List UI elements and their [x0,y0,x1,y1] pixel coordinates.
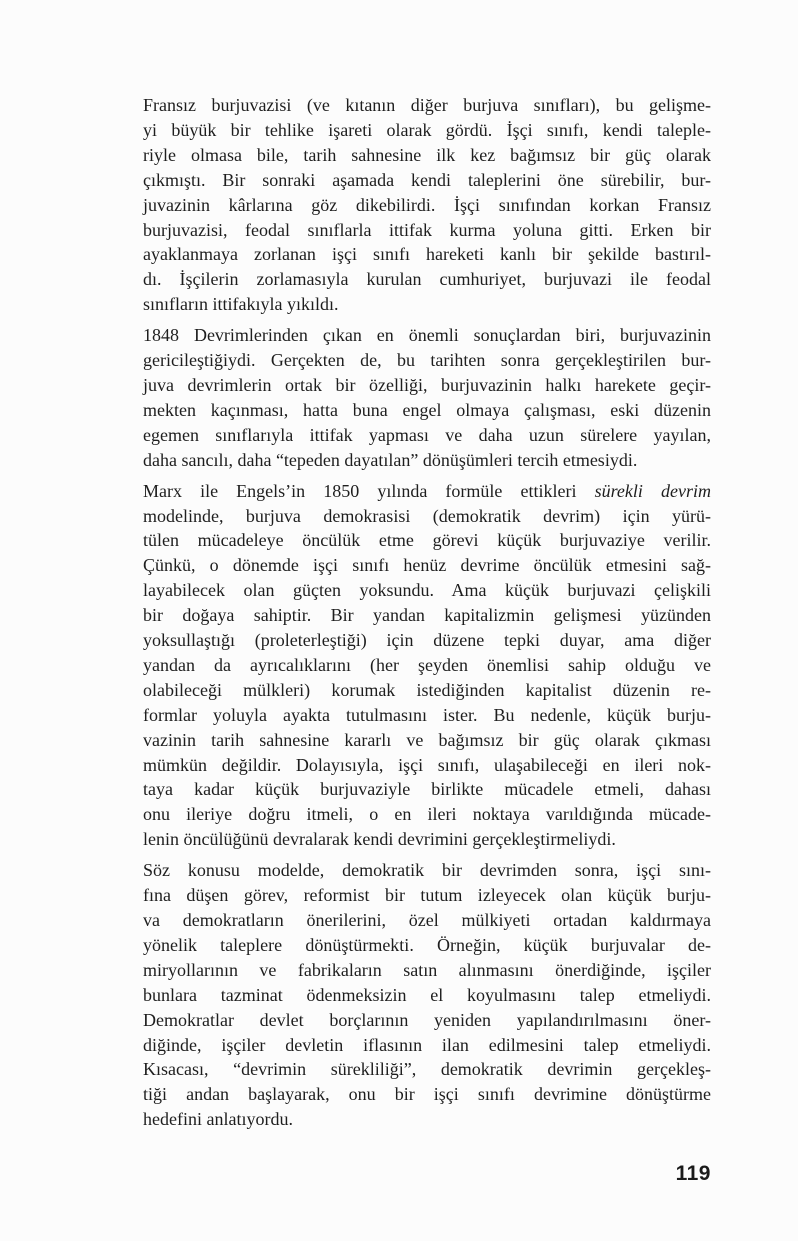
body-text: egemen sınıflarıyla ittifak yapması ve daha uzun sürelere yayılan, [143,424,711,445]
text-line [143,678,711,703]
page-number: 119 [675,1162,711,1185]
body-text: sınıfların ittifakıyla yıkıldı. [143,294,339,315]
body-text: Fransız burjuvazisi (ve kıtanın diğer burjuva sınıfları), bu gelişme- [143,95,711,115]
body-text: 1848 Devrimlerinden çıkan en önemli sonuçlardan biri, burjuvazinin [143,325,711,346]
text-line [143,1008,711,1033]
body-text: diğinde, işçiler devletin iflasının ilan edilmesini talep etmeliydi. [143,1034,711,1055]
text-line [143,242,711,267]
text-line [143,553,711,578]
body-text: riyle olmasa bile, tarih sahnesine ilk kez bağımsız bir güç olarak [143,144,711,165]
text-line [143,423,711,448]
text-line [143,958,711,983]
text-line [143,802,711,827]
text-line [143,858,711,883]
body-text: ayaklanmaya zorlanan işçi sınıfı hareketi kanlı bir şekilde bastırıl- [143,244,711,265]
body-text: va demokratların önerilerini, özel mülkiyeti ortadan kaldırmaya [143,910,711,930]
text-line [143,143,711,168]
text-line [143,398,711,423]
text-line [143,1057,711,1082]
body-text: olabileceği mülkleri) korumak istediğinden kapitalist düzenin re- [143,679,711,700]
body-text: dı. İşçilerin zorlamasıyla kurulan cumhuriyet, burjuvazi ile feodal [143,269,711,290]
body-text: bunlara tazminat ödenmeksizin el koyulmasını talep etmeliydi. [143,984,711,1005]
body-text: formlar yoluyla ayakta tutulmasını ister. Bu nedenle, küçük burju- [143,704,711,725]
body-text: daha sancılı, daha “tepeden dayatılan” dönüşümleri tercih etmesiydi. [143,449,638,470]
body-text: Kısacası, “devrimin sürekliliği”, demokratik devrimin gerçekleş- [143,1059,711,1080]
text-line [143,983,711,1008]
body-text: Demokratlar devlet borçlarının yeniden yapılandırılmasını öner- [143,1009,711,1030]
body-text: mekten kaçınması, hatta buna engel olmaya çalışması, eski düzenin [143,399,711,420]
body-text: Marx ile Engels’in 1850 yılında formüle ettikleri [143,480,595,501]
body-text: tülen mücadeleye öncülük etme görevi küçük burjuvaziye verilir. [143,530,711,551]
text-line [143,777,711,802]
body-text: modelinde, burjuva demokrasisi (demokratik devrim) için yürü- [143,505,711,526]
text-line [143,628,711,653]
text-line [143,323,711,348]
body-text: çıkmıştı. Bir sonraki aşamada kendi taleplerini öne sürebilir, bur- [143,169,711,190]
body-text: vazinin tarih sahnesine kararlı ve bağımsız bir güç olarak çıkması [143,729,711,750]
body-text: hedefini anlatıyordu. [143,1109,293,1130]
body-text: yi büyük bir tehlike işareti olarak gördü. İşçi sınıfı, kendi taleple- [143,119,711,140]
text-line [143,728,711,753]
body-text: fına düşen görev, reformist bir tutum izleyecek olan küçük burju- [143,885,711,906]
text-line [143,827,711,852]
text-line [143,267,711,292]
text-line [143,168,711,193]
text-line [143,883,711,908]
page-footer [143,1162,711,1186]
body-text: mümkün değildir. Dolayısıyla, işçi sınıfı, ulaşabileceği en ileri nok- [143,754,711,775]
paragraph [143,858,711,1132]
body-text: bir doğaya sahiptir. Bir yandan kapitalizmin gelişmesi yüzünden [143,605,711,626]
text-line [143,908,711,933]
body-text: yoksullaştığı (proleterleştiği) için düzene tepki duyar, ama diğer [143,630,711,651]
body-text: taya kadar küçük burjuvaziyle birlikte mücadele etmeli, dahası [143,779,711,800]
text-line [143,653,711,678]
body-text: Söz konusu modelde, demokratik bir devrimden sonra, işçi sını- [143,860,711,881]
body-text: miryollarının ve fabrikaların satın alınmasını önerdiğinde, işçiler [143,959,711,980]
body-text: yönelik taleplere dönüştürmekti. Örneğin, küçük burjuvalar de- [143,934,711,955]
text-line [143,93,711,118]
text-line [143,193,711,218]
text-line [143,933,711,958]
text-line [143,578,711,603]
paragraph [143,93,711,317]
text-line [143,218,711,243]
emphasized-text: sürekli devrim [594,480,711,501]
text-line [143,373,711,398]
body-text: onu ileriye doğru itmeli, o en ileri noktaya varıldığında mücade- [143,804,711,825]
text-line [143,448,711,473]
text-line [143,603,711,628]
text-line [143,1082,711,1107]
text-line [143,504,711,529]
text-line [143,753,711,778]
body-text: yandan da ayrıcalıklarını (her şeyden önemlisi sahip olduğu ve [143,654,711,675]
text-block [143,93,711,1138]
text-line [143,528,711,553]
body-text: lenin öncülüğünü devralarak kendi devrimini gerçekleştirmeliydi. [143,829,616,850]
body-text: burjuvazisi, feodal sınıflarla ittifak kurma yoluna gitti. Erken bir [143,219,711,240]
body-text: juvazinin kârlarına göz dikebilirdi. İşçi sınıfından korkan Fransız [143,194,711,215]
body-text: gericileştiğiydi. Gerçekten de, bu tarihten sonra gerçekleştirilen bur- [143,350,711,371]
body-text: tiği andan başlayarak, onu bir işçi sınıfı devrimine dönüştürme [143,1084,711,1105]
text-line [143,292,711,317]
paragraph [143,323,711,472]
text-line [143,118,711,143]
paragraph [143,479,711,853]
text-line [143,703,711,728]
body-text: Çünkü, o dönemde işçi sınıfı henüz devrime öncülük etmesini sağ- [143,555,711,576]
text-line [143,479,711,504]
text-line [143,348,711,373]
body-text: juva devrimlerin ortak bir özelliği, burjuvazinin halkı harekete geçir- [143,374,711,395]
text-line [143,1033,711,1058]
body-text: layabilecek olan güçten yoksundu. Ama küçük burjuvazi çelişkili [143,580,711,601]
text-line [143,1107,711,1132]
